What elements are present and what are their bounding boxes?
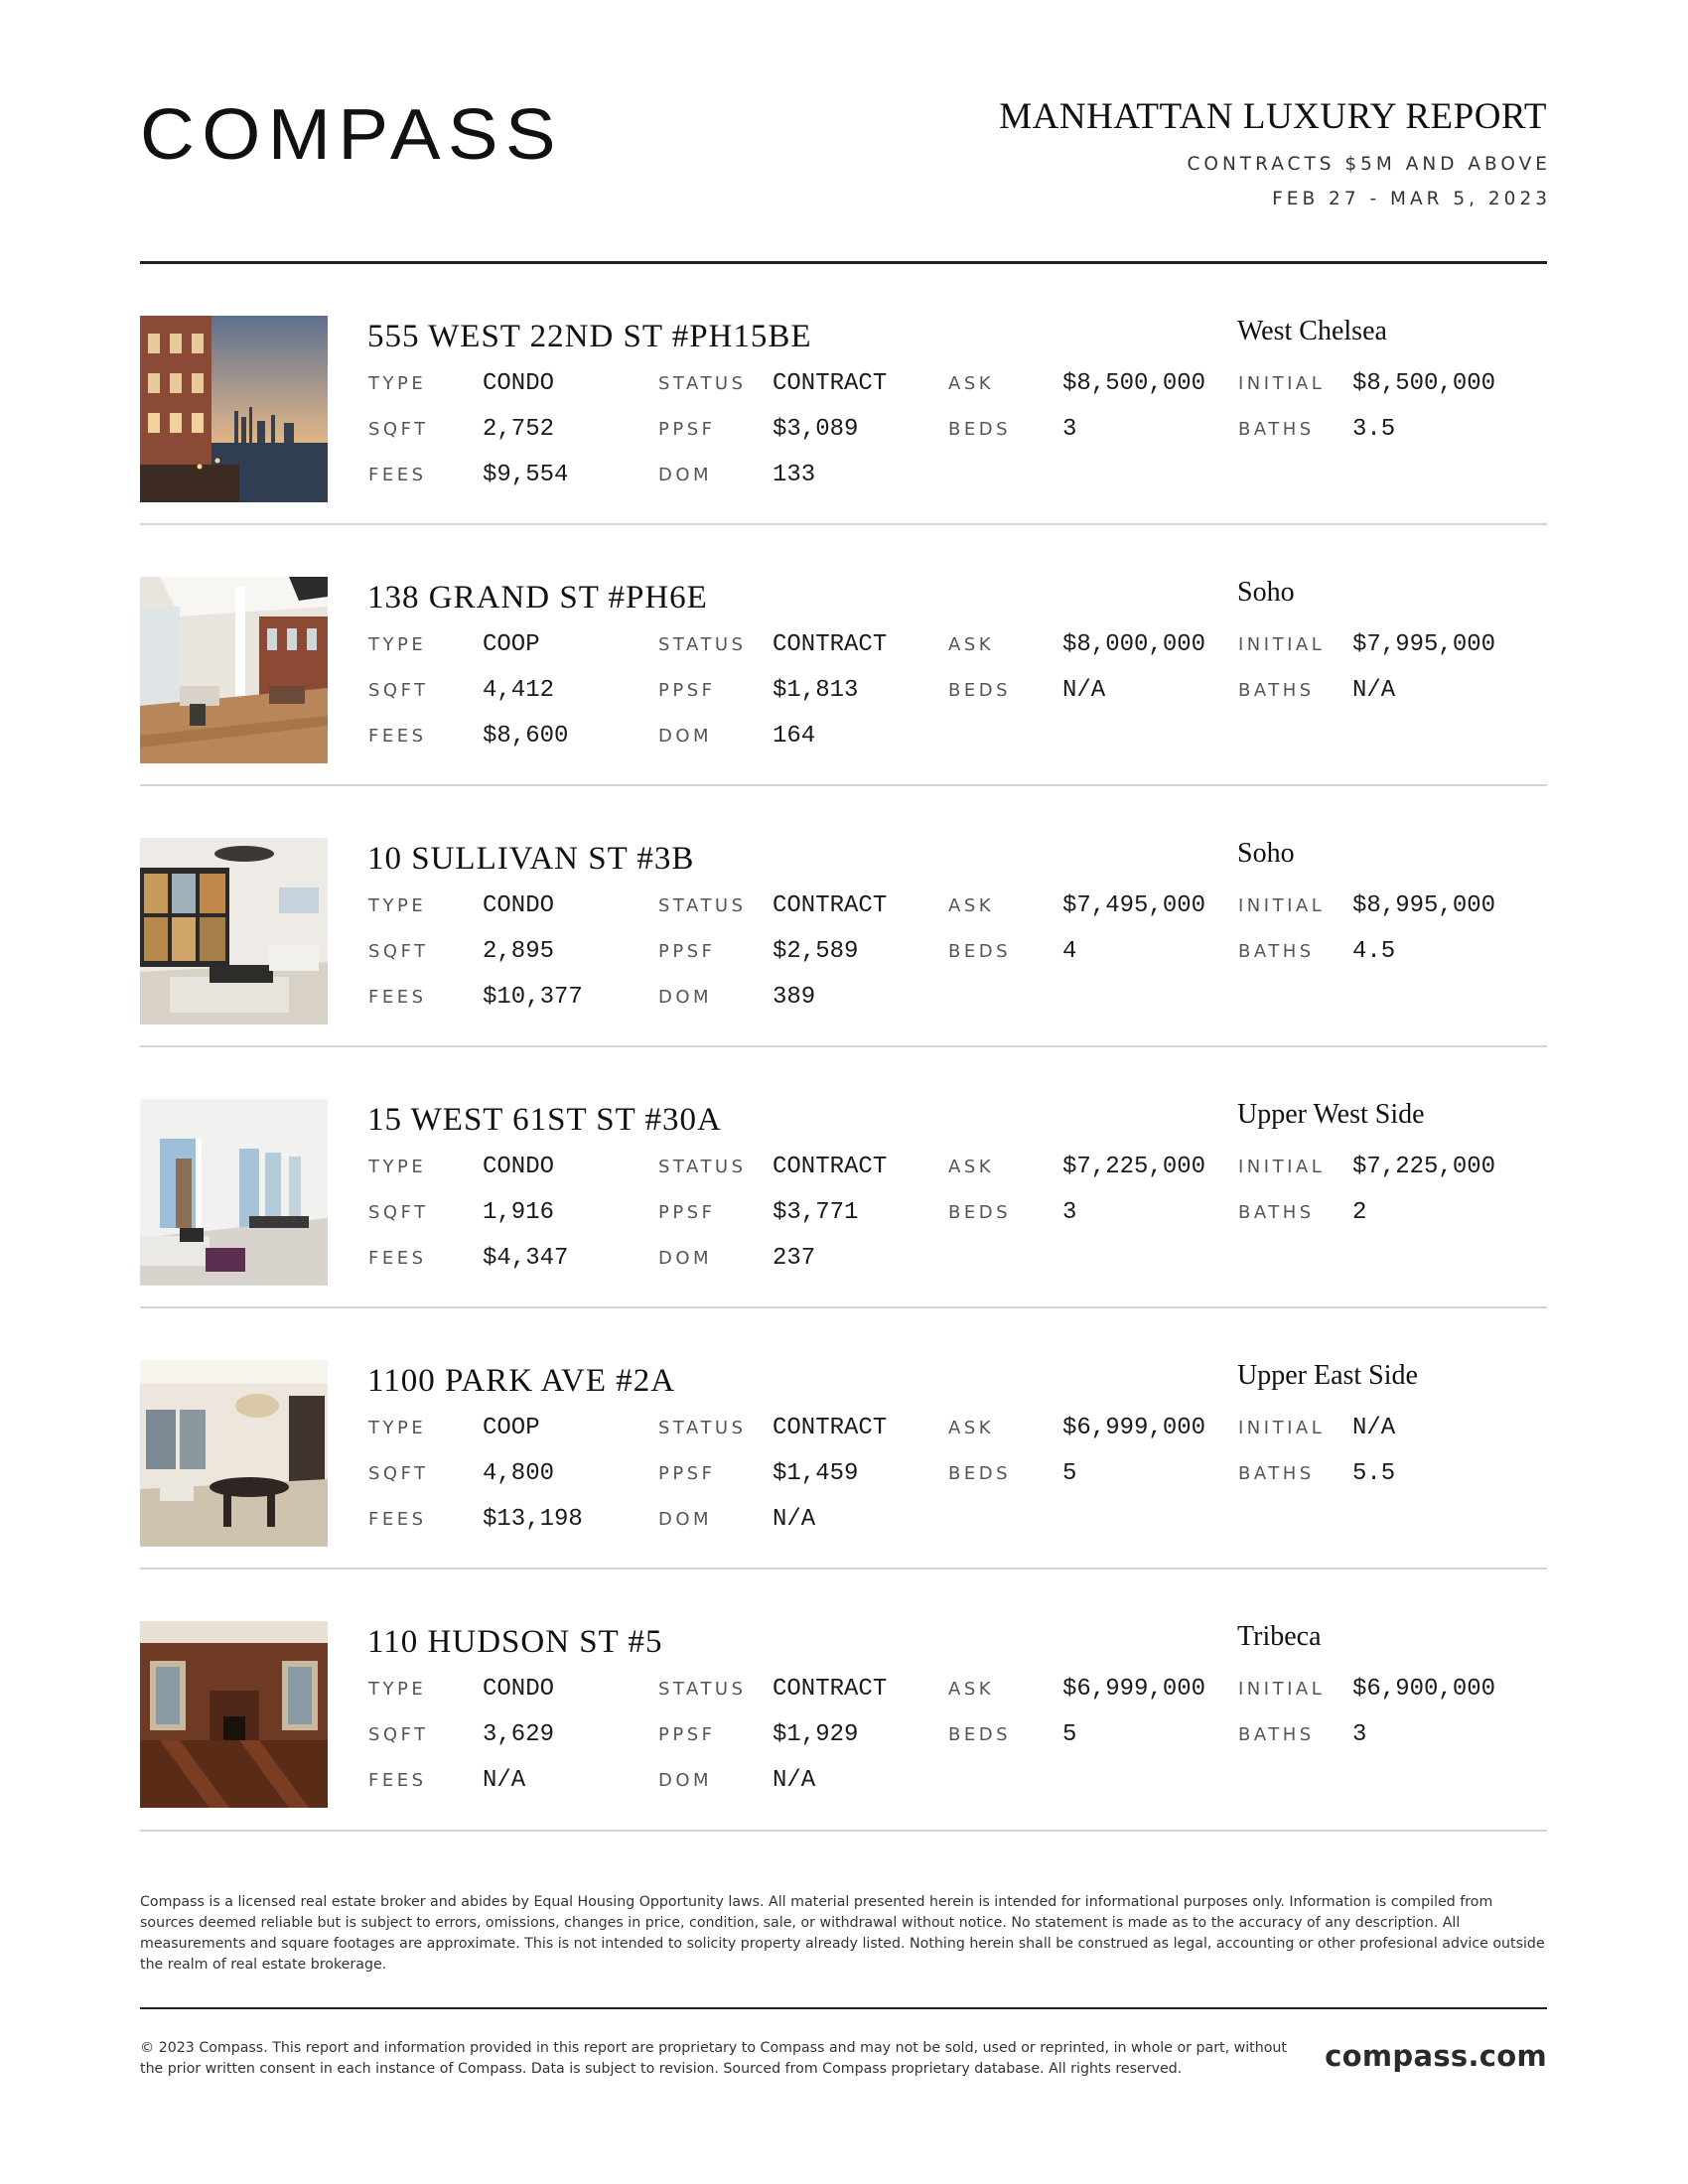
dom-label: DOM bbox=[658, 465, 713, 485]
footer-rule bbox=[140, 2007, 1547, 2009]
type-label: TYPE bbox=[368, 895, 427, 916]
sqft-label: SQFT bbox=[368, 1202, 429, 1223]
ask-label: ASK bbox=[948, 1418, 995, 1438]
ask-label: ASK bbox=[948, 1679, 995, 1700]
ppsf-label: PPSF bbox=[658, 1202, 716, 1223]
ppsf-value: $2,589 bbox=[773, 938, 859, 965]
beds-label: BEDS bbox=[948, 1724, 1012, 1745]
listing-neighborhood: Upper West Side bbox=[1237, 1099, 1425, 1130]
listing-item bbox=[140, 525, 1547, 786]
ppsf-label: PPSF bbox=[658, 1463, 716, 1484]
listing-neighborhood: Upper East Side bbox=[1237, 1360, 1418, 1391]
type-label: TYPE bbox=[368, 373, 427, 394]
initial-label: INITIAL bbox=[1238, 373, 1326, 394]
listing-item bbox=[140, 264, 1547, 525]
sqft-value: 1,916 bbox=[483, 1199, 555, 1226]
compass-logo bbox=[140, 99, 567, 169]
status-value: CONTRACT bbox=[773, 1676, 888, 1703]
ask-value: $8,500,000 bbox=[1062, 370, 1206, 397]
listing-address: 1100 PARK AVE #2A bbox=[367, 1363, 676, 1399]
dom-value: 237 bbox=[773, 1245, 816, 1272]
fees-value: $8,600 bbox=[483, 723, 569, 750]
baths-label: BATHS bbox=[1238, 419, 1315, 440]
fees-label: FEES bbox=[368, 465, 427, 485]
dom-label: DOM bbox=[658, 987, 713, 1008]
beds-value: N/A bbox=[1062, 677, 1106, 704]
fees-value: $4,347 bbox=[483, 1245, 569, 1272]
status-label: STATUS bbox=[658, 373, 747, 394]
ppsf-label: PPSF bbox=[658, 941, 716, 962]
compass-logo-text: COMPASS bbox=[140, 99, 563, 169]
initial-value: N/A bbox=[1352, 1415, 1396, 1441]
beds-label: BEDS bbox=[948, 680, 1012, 701]
listing-neighborhood: Soho bbox=[1237, 838, 1295, 869]
initial-value: $8,500,000 bbox=[1352, 370, 1496, 397]
dom-value: 389 bbox=[773, 984, 816, 1011]
dining-room-photo bbox=[140, 1360, 328, 1547]
sqft-value: 4,412 bbox=[483, 677, 555, 704]
ask-label: ASK bbox=[948, 1157, 995, 1177]
baths-value: 3.5 bbox=[1352, 416, 1396, 443]
initial-value: $7,225,000 bbox=[1352, 1154, 1496, 1180]
fees-label: FEES bbox=[368, 1509, 427, 1530]
baths-label: BATHS bbox=[1238, 941, 1315, 962]
initial-value: $8,995,000 bbox=[1352, 892, 1496, 919]
type-label: TYPE bbox=[368, 1418, 427, 1438]
website-link[interactable]: compass.com bbox=[1325, 2039, 1547, 2073]
fees-label: FEES bbox=[368, 726, 427, 747]
report-date-range: FEB 27 - MAR 5, 2023 bbox=[1272, 189, 1551, 210]
ask-value: $7,225,000 bbox=[1062, 1154, 1206, 1180]
baths-label: BATHS bbox=[1238, 680, 1315, 701]
initial-label: INITIAL bbox=[1238, 1157, 1326, 1177]
type-value: COOP bbox=[483, 1415, 540, 1441]
ppsf-value: $3,771 bbox=[773, 1199, 859, 1226]
initial-label: INITIAL bbox=[1238, 895, 1326, 916]
legal-disclaimer: Compass is a licensed real estate broker and abides by Equal Housing Opportunity laws. All material presented herein is intended for informational purposes only. Information is compiled from sources deemed reliable but is subject to errors, omissions, changes in price, condition, sale, or withdrawal without notice. No statement is made as to the accuracy of any description. All measurements and square footages are approximate. This is not intended to solicity property already listed. Nothing herein shall be construed as legal, accounting or other profesional advice outside the realm of real estate brokerage. bbox=[140, 1894, 1545, 1973]
ask-value: $6,999,000 bbox=[1062, 1415, 1206, 1441]
listing-neighborhood: West Chelsea bbox=[1237, 316, 1387, 346]
sqft-value: 2,895 bbox=[483, 938, 555, 965]
ask-label: ASK bbox=[948, 634, 995, 655]
sqft-value: 3,629 bbox=[483, 1721, 555, 1748]
loft-interior-photo bbox=[140, 577, 328, 763]
status-label: STATUS bbox=[658, 1418, 747, 1438]
beds-value: 4 bbox=[1062, 938, 1077, 965]
listings-list bbox=[140, 264, 1547, 1832]
status-value: CONTRACT bbox=[773, 1415, 888, 1441]
listing-item bbox=[140, 786, 1547, 1047]
ask-value: $7,495,000 bbox=[1062, 892, 1206, 919]
baths-label: BATHS bbox=[1238, 1463, 1315, 1484]
initial-label: INITIAL bbox=[1238, 1418, 1326, 1438]
status-label: STATUS bbox=[658, 1679, 747, 1700]
listing-address: 110 HUDSON ST #5 bbox=[367, 1624, 663, 1660]
listing-item bbox=[140, 1570, 1547, 1832]
listing-address: 138 GRAND ST #PH6E bbox=[367, 580, 708, 615]
status-value: CONTRACT bbox=[773, 370, 888, 397]
ppsf-label: PPSF bbox=[658, 419, 716, 440]
type-label: TYPE bbox=[368, 1679, 427, 1700]
listing-item bbox=[140, 1308, 1547, 1570]
type-label: TYPE bbox=[368, 1157, 427, 1177]
status-value: CONTRACT bbox=[773, 1154, 888, 1180]
beds-value: 5 bbox=[1062, 1460, 1077, 1487]
baths-value: 2 bbox=[1352, 1199, 1367, 1226]
baths-label: BATHS bbox=[1238, 1202, 1315, 1223]
dom-value: 133 bbox=[773, 462, 816, 488]
type-label: TYPE bbox=[368, 634, 427, 655]
sqft-label: SQFT bbox=[368, 419, 429, 440]
beds-label: BEDS bbox=[948, 1202, 1012, 1223]
ppsf-value: $3,089 bbox=[773, 416, 859, 443]
initial-value: $6,900,000 bbox=[1352, 1676, 1496, 1703]
fees-label: FEES bbox=[368, 1770, 427, 1791]
fees-value: $10,377 bbox=[483, 984, 583, 1011]
listing-neighborhood: Soho bbox=[1237, 577, 1295, 608]
wood-paneled-room-photo bbox=[140, 1621, 328, 1808]
beds-label: BEDS bbox=[948, 1463, 1012, 1484]
ppsf-label: PPSF bbox=[658, 1724, 716, 1745]
ppsf-label: PPSF bbox=[658, 680, 716, 701]
beds-value: 5 bbox=[1062, 1721, 1077, 1748]
fees-value: $13,198 bbox=[483, 1506, 583, 1533]
initial-label: INITIAL bbox=[1238, 1679, 1326, 1700]
living-room-photo bbox=[140, 838, 328, 1024]
fees-label: FEES bbox=[368, 987, 427, 1008]
baths-label: BATHS bbox=[1238, 1724, 1315, 1745]
sqft-label: SQFT bbox=[368, 680, 429, 701]
sqft-label: SQFT bbox=[368, 1724, 429, 1745]
report-title: MANHATTAN LUXURY REPORT bbox=[999, 96, 1547, 137]
sqft-label: SQFT bbox=[368, 1463, 429, 1484]
sqft-label: SQFT bbox=[368, 941, 429, 962]
dom-value: 164 bbox=[773, 723, 816, 750]
sqft-value: 4,800 bbox=[483, 1460, 555, 1487]
ppsf-value: $1,929 bbox=[773, 1721, 859, 1748]
ask-label: ASK bbox=[948, 373, 995, 394]
fees-value: $9,554 bbox=[483, 462, 569, 488]
listing-item bbox=[140, 1047, 1547, 1308]
ppsf-value: $1,459 bbox=[773, 1460, 859, 1487]
dom-value: N/A bbox=[773, 1506, 816, 1533]
beds-value: 3 bbox=[1062, 1199, 1077, 1226]
dom-value: N/A bbox=[773, 1767, 816, 1794]
baths-value: 5.5 bbox=[1352, 1460, 1396, 1487]
type-value: CONDO bbox=[483, 370, 555, 397]
baths-value: 4.5 bbox=[1352, 938, 1396, 965]
status-value: CONTRACT bbox=[773, 631, 888, 658]
status-label: STATUS bbox=[658, 1157, 747, 1177]
beds-label: BEDS bbox=[948, 419, 1012, 440]
dom-label: DOM bbox=[658, 726, 713, 747]
listing-address: 15 WEST 61ST ST #30A bbox=[367, 1102, 722, 1138]
baths-value: 3 bbox=[1352, 1721, 1367, 1748]
ask-value: $8,000,000 bbox=[1062, 631, 1206, 658]
report-page bbox=[140, 0, 1551, 2184]
ppsf-value: $1,813 bbox=[773, 677, 859, 704]
status-value: CONTRACT bbox=[773, 892, 888, 919]
sqft-value: 2,752 bbox=[483, 416, 555, 443]
status-label: STATUS bbox=[658, 634, 747, 655]
type-value: CONDO bbox=[483, 892, 555, 919]
listing-address: 10 SULLIVAN ST #3B bbox=[367, 841, 695, 877]
fees-label: FEES bbox=[368, 1248, 427, 1269]
report-subtitle: CONTRACTS $5M AND ABOVE bbox=[1187, 153, 1551, 175]
bright-living-room-photo bbox=[140, 1099, 328, 1286]
ask-label: ASK bbox=[948, 895, 995, 916]
initial-value: $7,995,000 bbox=[1352, 631, 1496, 658]
dom-label: DOM bbox=[658, 1770, 713, 1791]
type-value: COOP bbox=[483, 631, 540, 658]
status-label: STATUS bbox=[658, 895, 747, 916]
type-value: CONDO bbox=[483, 1676, 555, 1703]
skyline-terrace-photo bbox=[140, 316, 328, 502]
report-heading bbox=[999, 96, 1551, 210]
copyright-notice: © 2023 Compass. This report and information provided in this report are proprietary to Compass and may not be sold, used or reprinted, in whole or part, without the prior written consent in each instance of Compass. Data is subject to revision. Sourced from Compass proprietary database. All rights reserved. bbox=[140, 2040, 1287, 2077]
baths-value: N/A bbox=[1352, 677, 1396, 704]
initial-label: INITIAL bbox=[1238, 634, 1326, 655]
fees-value: N/A bbox=[483, 1767, 526, 1794]
listing-address: 555 WEST 22ND ST #PH15BE bbox=[367, 319, 812, 354]
dom-label: DOM bbox=[658, 1509, 713, 1530]
type-value: CONDO bbox=[483, 1154, 555, 1180]
dom-label: DOM bbox=[658, 1248, 713, 1269]
beds-value: 3 bbox=[1062, 416, 1077, 443]
beds-label: BEDS bbox=[948, 941, 1012, 962]
ask-value: $6,999,000 bbox=[1062, 1676, 1206, 1703]
listing-neighborhood: Tribeca bbox=[1237, 1621, 1322, 1652]
